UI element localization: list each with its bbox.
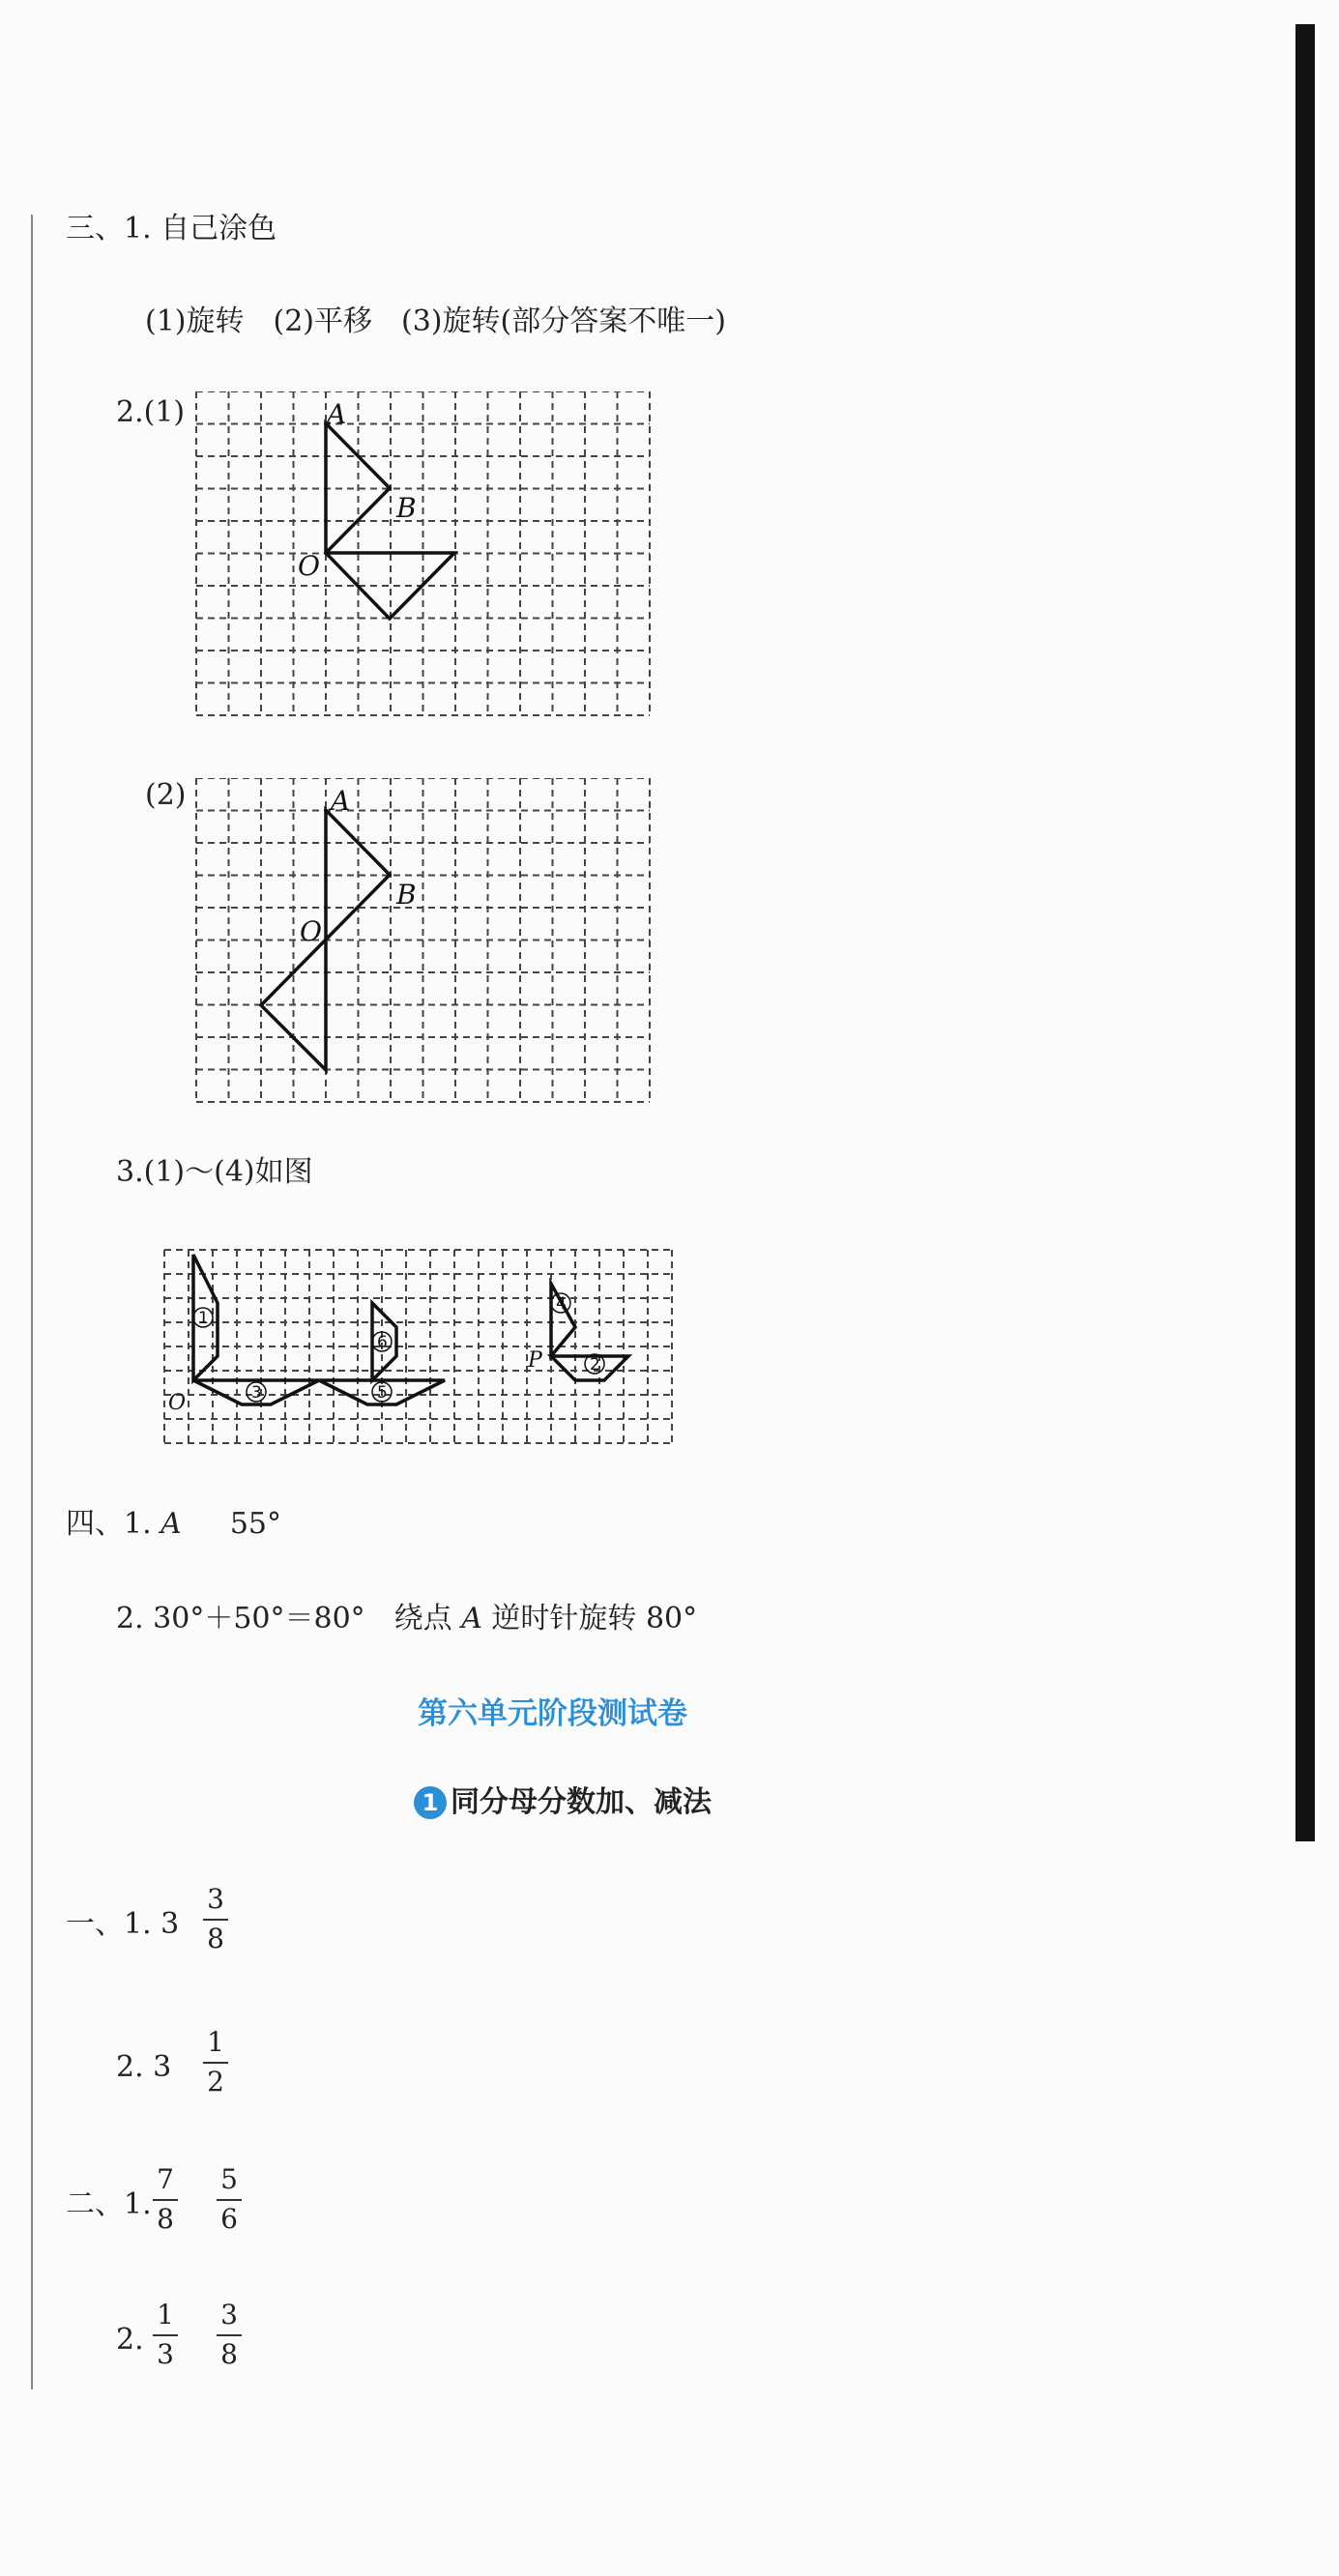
circled-number-2 (585, 1354, 604, 1375)
svg-text:5: 5 (377, 1383, 388, 1403)
svg-text:3: 3 (251, 1383, 262, 1403)
point-B-label: B (396, 492, 417, 524)
circled-number-3 (247, 1382, 266, 1403)
point-P-label: P (528, 1348, 542, 1373)
page-edge-shadow (1295, 24, 1315, 1841)
section-3-q1-heading: 三、1. 自己涂色 (66, 212, 277, 246)
fraction-3-8: 3 8 (203, 1885, 228, 1954)
svg-text:1: 1 (198, 1309, 209, 1328)
q2-part2-label: (2) (145, 778, 187, 812)
point-B-label: B (396, 879, 417, 911)
svg-text:4: 4 (556, 1294, 567, 1314)
section-1-q1-prefix: 一、1. 3 (66, 1907, 180, 1941)
circled-number-5 (372, 1382, 392, 1403)
rotation-grid-2 (193, 778, 653, 1107)
fraction-1-2: 1 2 (203, 2028, 228, 2098)
point-O-label: O (168, 1391, 187, 1415)
transform-grid-3 (162, 1247, 689, 1462)
margin-line (31, 215, 33, 2389)
letter-A: A (461, 1602, 482, 1635)
q2-part1-label: 2.(1) (116, 395, 186, 429)
svg-text:6: 6 (377, 1333, 388, 1352)
circled-number-4 (551, 1293, 570, 1314)
lesson-title: 1 同分母分数加、减法 (414, 1786, 712, 1819)
point-O-label: O (298, 550, 320, 582)
grid-lines (164, 1250, 672, 1443)
circled-number-6 (372, 1332, 392, 1352)
fraction-1-3: 1 3 (153, 2301, 178, 2370)
svg-text:2: 2 (590, 1355, 600, 1375)
section-4-q2: 2. 30°＋50°＝80° 绕点 A 逆时针旋转 80° (116, 1602, 698, 1635)
point-A-label: A (327, 398, 347, 430)
rotation-grid-1 (193, 391, 653, 720)
section-2-q1-prefix: 二、1. (66, 2187, 152, 2221)
fraction-7-8: 7 8 (153, 2165, 178, 2235)
fraction-3-8: 3 8 (217, 2301, 242, 2370)
section-2-q2-prefix: 2. (116, 2323, 144, 2357)
letter-A: A (160, 1507, 182, 1541)
lesson-number-badge: 1 (414, 1786, 447, 1819)
section-4-q1: 四、1. A 55° (66, 1507, 282, 1541)
point-O-label: O (300, 915, 322, 947)
q3-heading: 3.(1)～(4)如图 (116, 1155, 313, 1189)
grid-lines (196, 778, 650, 1102)
fraction-5-6: 5 6 (217, 2165, 242, 2235)
unit-title: 第六单元阶段测试卷 (418, 1696, 687, 1731)
section-3-q1-answers: (1)旋转 (2)平移 (3)旋转(部分答案不唯一) (145, 304, 726, 338)
section-1-q2-prefix: 2. 3 (116, 2050, 172, 2084)
point-A-label: A (331, 785, 351, 817)
circled-number-1 (193, 1308, 213, 1328)
